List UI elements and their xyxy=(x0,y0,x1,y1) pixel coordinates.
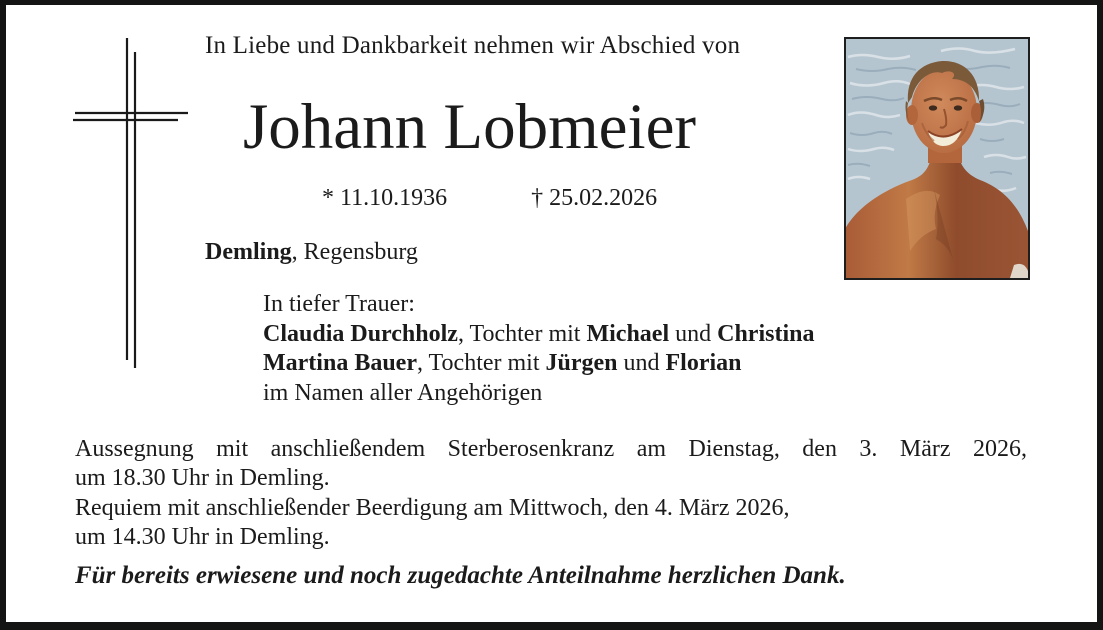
portrait-photo xyxy=(844,37,1030,280)
dates-row xyxy=(322,185,657,212)
deceased-name: Johann Lobmeier xyxy=(243,91,697,163)
city-line xyxy=(205,239,418,266)
mourning-title: In tiefer Trauer: xyxy=(263,291,415,317)
mourning-block xyxy=(263,290,814,408)
announcement-block xyxy=(75,435,1027,553)
aussegnung-time-line: um 18.30 Uhr in Demling. xyxy=(75,465,330,492)
intro-line: In Liebe und Dankbarkeit nehmen wir Abschied von xyxy=(205,32,741,59)
death-date: † 25.02.2026 xyxy=(531,185,658,211)
thanks-line: Für bereits erwiesene und noch zugedachte Anteilnahme herzlichen Dank. xyxy=(75,562,846,589)
mourner-line-2: Martina Bauer, Tochter mit Jürgen und Florian xyxy=(263,350,742,376)
city-bold: Demling xyxy=(205,239,292,265)
mourner-line-1: Claudia Durchholz, Tochter mit Michael und Christina xyxy=(263,320,815,347)
aussegnung-line: Aussegnung mit anschließendem Sterberosenkranz am Dienstag, den 3. März 2026, xyxy=(75,436,1027,462)
mourning-closing: im Namen aller Angehörigen xyxy=(263,379,543,406)
birth-date: * 11.10.1936 xyxy=(322,185,448,211)
requiem-time-line: um 14.30 Uhr in Demling. xyxy=(75,524,330,551)
requiem-line: Requiem mit anschließender Beerdigung am Mittwoch, den 4. März 2026, xyxy=(75,494,790,521)
city-rest: , Regensburg xyxy=(291,239,418,265)
memorial-cross-icon xyxy=(60,30,200,380)
